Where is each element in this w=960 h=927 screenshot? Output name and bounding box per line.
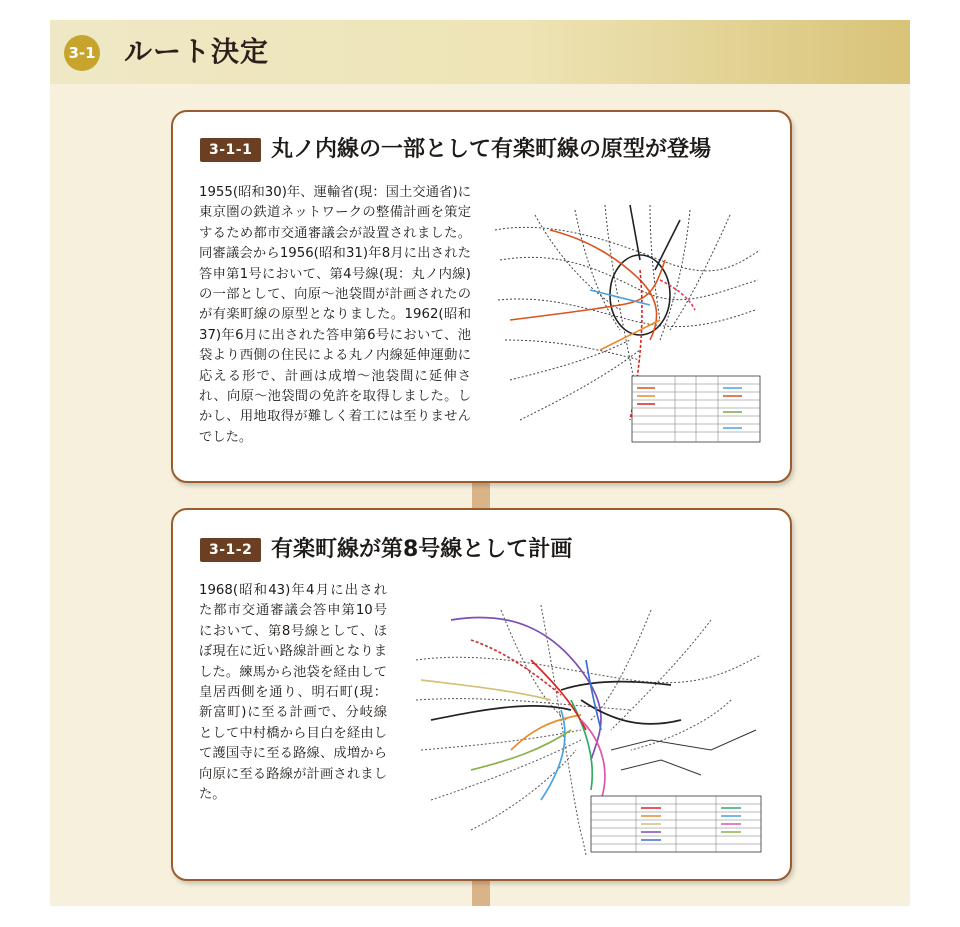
section-header xyxy=(50,20,910,84)
section-title: ルート決定 xyxy=(124,35,270,68)
card-tag: 3-1-1 xyxy=(200,138,261,162)
section-number-badge: 3-1 xyxy=(64,35,100,71)
card-connector xyxy=(472,478,490,512)
card-body-text: 1968(昭和43)年4月に出された都市交通審議会答申第10号において、第8号線として、ほぼ現在に近い路線計画となりました。練馬から池袋を経由して皇居西側を通り、明石町(現：新富町)に至る計画で、分岐線として中村橋から目白を経由して護国寺に至る路線、成増から向原に至る路線が計画されました。 xyxy=(199,583,387,803)
route-map-1956 xyxy=(490,200,766,446)
section-panel xyxy=(50,20,910,906)
card-tag: 3-1-2 xyxy=(200,538,261,562)
card-3-1-2 xyxy=(171,508,792,881)
card-title: 丸ノ内線の一部として有楽町線の原型が登場 xyxy=(271,137,712,162)
card-body-text: 1955(昭和30)年、運輸省(現：国土交通省)に東京圏の鉄道ネットワークの整備計画を策定するため都市交通審議会が設置されました。同審議会から1956(昭和31)年8月に出された答申第1号において、第4号線(現：丸ノ内線)の一部として、向原〜池袋間が計画されたのが有楽町線の原型となりました。1962(昭和37)年6月に出された答申第6号において、池袋より西側の住民による丸ノ内線延伸運動に応える形で、計画は成増〜池袋間に延伸され、向原〜池袋間の免許を取得しました。しかし、用地取得が難しく着工には至りませんでした。 xyxy=(199,185,471,445)
card-3-1-1 xyxy=(171,110,792,483)
route-map-1968 xyxy=(411,600,767,858)
card-title: 有楽町線が第8号線として計画 xyxy=(271,537,573,562)
